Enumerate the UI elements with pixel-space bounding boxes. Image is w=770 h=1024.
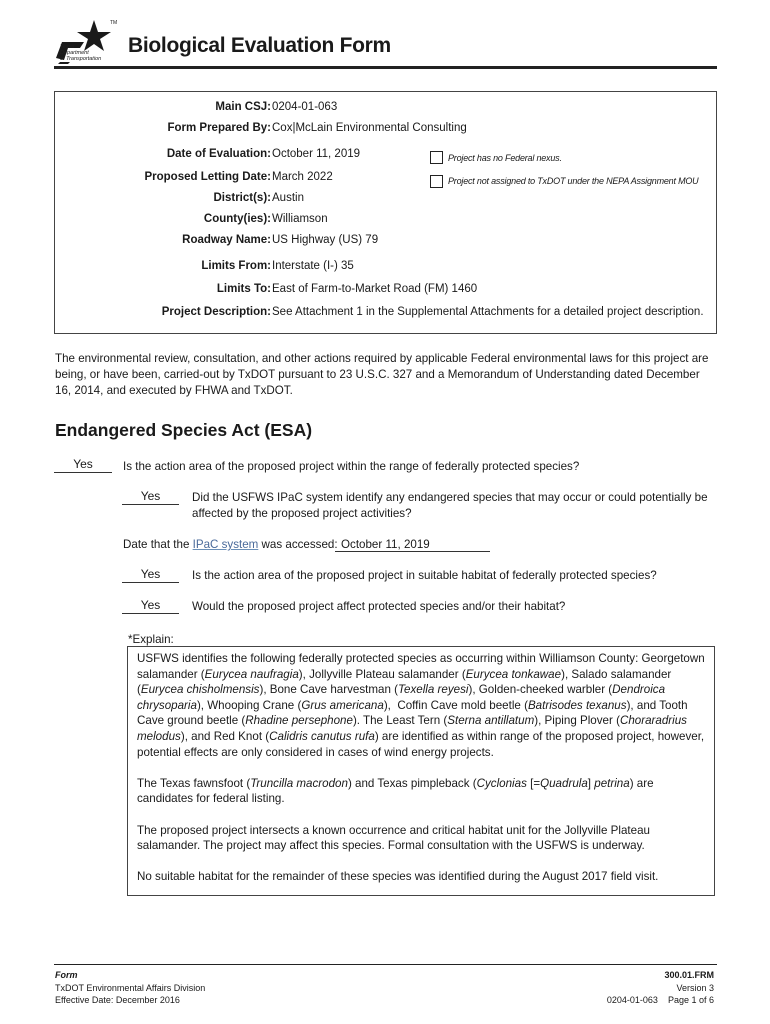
not-assigned-checkbox[interactable] bbox=[430, 175, 443, 188]
esa-section-title: Endangered Species Act (ESA) bbox=[55, 420, 313, 440]
limits-from-field[interactable]: Interstate (I-) 35 bbox=[272, 260, 354, 272]
project-info-box bbox=[54, 91, 717, 334]
ipac-date-field[interactable]: October 11, 2019 bbox=[335, 538, 490, 552]
not-assigned-label: Project not assigned to TxDOT under the NEPA Assignment MOU bbox=[448, 176, 699, 186]
limits-from-label: Limits From: bbox=[201, 260, 271, 272]
letting-date-label: Proposed Letting Date: bbox=[144, 171, 271, 183]
intro-paragraph: The environmental review, consultation, and other actions required by applicable Federal environmental laws for this project are being, or have been, carried-out by TxDOT pursuant to 23 U.S.C. 327 and a Memorandum of Understanding dated December 16, 2014, and executed by FHWA and TxDOT. bbox=[55, 352, 709, 397]
no-federal-nexus-label: Project has no Federal nexus. bbox=[448, 153, 562, 163]
q2-answer-field[interactable]: Yes bbox=[122, 489, 179, 505]
q2-question: Did the USFWS IPaC system identify any endangered species that may occur or could potentially be affected by the proposed project activities? bbox=[192, 491, 708, 520]
ipac-date-label: Date that the IPaC system was accessed: bbox=[123, 538, 338, 551]
counties-field[interactable]: Williamson bbox=[272, 213, 328, 225]
prepared-by-label: Form Prepared By: bbox=[167, 122, 271, 134]
description-field[interactable]: See Attachment 1 in the Supplemental Attachments for a detailed project description. bbox=[272, 306, 704, 318]
roadway-label: Roadway Name: bbox=[182, 234, 271, 246]
description-label: Project Description: bbox=[161, 306, 271, 318]
q1-answer-field[interactable]: Yes bbox=[54, 457, 112, 473]
date-eval-field[interactable]: October 11, 2019 bbox=[272, 148, 361, 160]
counties-label: County(ies): bbox=[203, 213, 271, 225]
date-eval-label: Date of Evaluation: bbox=[166, 148, 271, 160]
districts-label: District(s): bbox=[213, 192, 271, 204]
explain-textarea[interactable]: USFWS identifies the following federally protected species as occurring within Williamson County: Georgetown salamander (Eurycea naufragia), Jollyville Plateau salamander (Eurycea tonkawae), Salado salamander (Eurycea chisholmensis), Bone Cave harvestman (Texella reyesi), Golden-cheeked warbler (Dendroica chrysoparia), Whooping Crane (Grus americana), Coffin Cave mold beetle (Batrisodes texanus), and Tooth Cave ground beetle (Rhadine persephone). The Least Tern (Sterna antillatum), Piping Plover (Choraradrius melodus), and Red Knot (Calidris canutus rufa) are identified as within range of the proposed project, however, potential effects are only considered in cases of wind energy projects. The Texas fawnsfoot (Truncilla macrodon) and Texas pimpleback (Cyclonias [=Quadrula] petrina) are candidates for federal listing. The proposed project intersects a known occurrence and critical habitat unit for the Jollyville Plateau salamander. The project may affect this species. Formal consultation with the USFWS is underway. No suitable habitat for the remainder of these species was identified during the August 2017 field visit. bbox=[127, 646, 715, 896]
logo-wordmark: Texas Department of Transportation bbox=[60, 44, 102, 62]
q1-question: Is the action area of the proposed project within the range of federally protected species? bbox=[123, 460, 580, 473]
q4-answer-field[interactable]: Yes bbox=[122, 598, 179, 614]
explain-label: *Explain: bbox=[128, 633, 174, 646]
footer-divider bbox=[54, 964, 717, 965]
letting-date-field[interactable]: March 2022 bbox=[272, 171, 333, 183]
trademark: TM bbox=[110, 20, 118, 26]
page-title: Biological Evaluation Form bbox=[128, 34, 391, 57]
limits-to-field[interactable]: East of Farm-to-Market Road (FM) 1460 bbox=[272, 283, 478, 295]
footer-left: Form TxDOT Environmental Affairs Division Effective Date: December 2016 bbox=[55, 970, 206, 1005]
q3-question: Is the action area of the proposed project in suitable habitat of federally protected species? bbox=[192, 569, 657, 582]
q3-answer-field[interactable]: Yes bbox=[122, 567, 179, 583]
ipac-link[interactable]: IPaC system bbox=[192, 538, 259, 551]
q4-question: Would the proposed project affect protected species and/or their habitat? bbox=[192, 600, 566, 613]
limits-to-label: Limits To: bbox=[216, 283, 271, 295]
header-divider bbox=[54, 66, 717, 69]
districts-field[interactable]: Austin bbox=[272, 192, 304, 204]
prepared-by-field[interactable]: Cox|McLain Environmental Consulting bbox=[272, 122, 467, 134]
no-federal-nexus-checkbox[interactable] bbox=[430, 151, 443, 164]
roadway-field[interactable]: US Highway (US) 79 bbox=[272, 234, 379, 246]
main-csj-field[interactable]: 0204-01-063 bbox=[272, 101, 338, 113]
main-csj-label: Main CSJ: bbox=[215, 101, 271, 113]
footer-right: 300.01.FRM Version 3 0204-01-063 Page 1 of 6 bbox=[606, 970, 714, 1005]
page-number: Page 1 of 6 bbox=[667, 995, 714, 1005]
